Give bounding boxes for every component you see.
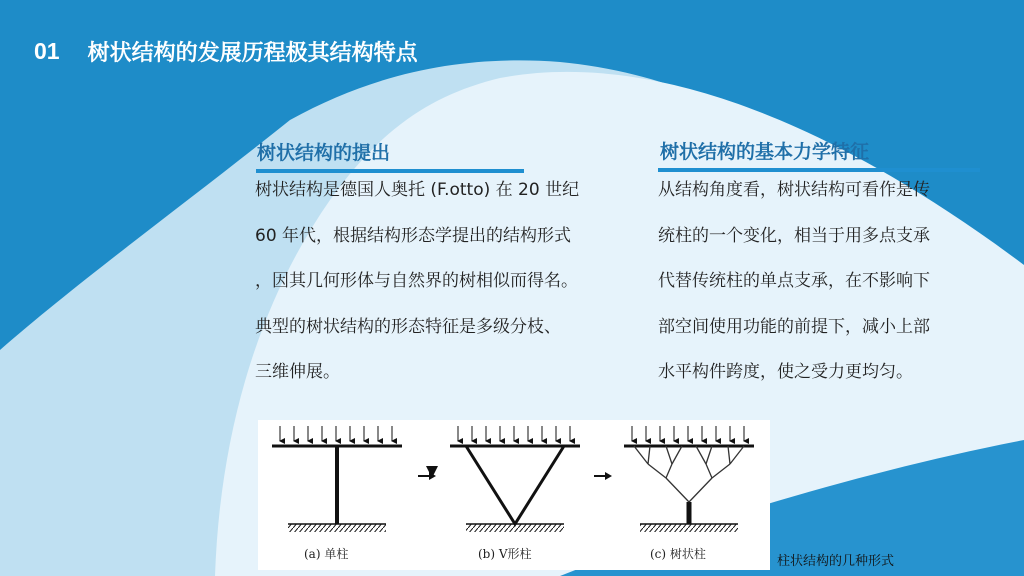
- paragraph-line: ，因其几何形体与自然界的树相似而得名。: [255, 271, 578, 291]
- paragraph-line: 部空间使用功能的前提下，减小上部: [658, 316, 930, 337]
- section-number: 01: [34, 38, 60, 64]
- paragraph-line: 从结构角度看，树状结构可看作是传: [658, 180, 930, 200]
- right-section-title: 树状结构的基本力学特征: [660, 141, 870, 163]
- slide-title: 树状结构的发展历程极其结构特点: [87, 41, 418, 66]
- column-forms-figure: [258, 420, 770, 570]
- label-single-column: (a) 单柱: [304, 547, 349, 561]
- left-section-title: 树状结构的提出: [257, 142, 391, 164]
- tree-column-diagram: [624, 426, 754, 532]
- paragraph-line: 水平构件跨度，使之受力更均匀。: [658, 362, 913, 382]
- paragraph-line: 60 年代，根据结构形态学提出的结构形式: [255, 225, 572, 246]
- arrow-head-icon: [429, 472, 436, 480]
- left-section-paragraph: [255, 168, 579, 396]
- column-diagram: [258, 420, 770, 570]
- v-column-diagram: [450, 426, 580, 532]
- single-column-diagram: [272, 426, 402, 532]
- right-section-paragraph: [658, 168, 930, 396]
- paragraph-line: 树状结构是德国人奥托 (F.otto) 在 20 世纪: [255, 180, 580, 200]
- label-v-column: (b) V形柱: [478, 547, 532, 561]
- figure-caption: 柱状结构的几种形式: [777, 554, 895, 569]
- arrow-head-icon: [605, 472, 612, 480]
- paragraph-line: 三维伸展。: [255, 362, 340, 382]
- slide-header: [34, 36, 418, 67]
- paragraph-line: 典型的树状结构的形态特征是多级分枝、: [255, 316, 561, 337]
- paragraph-line: 统柱的一个变化，相当于用多点支承: [658, 225, 930, 246]
- paragraph-line: 代替传统柱的单点支承，在不影响下: [658, 271, 930, 291]
- label-tree-column: (c) 树状柱: [650, 547, 706, 561]
